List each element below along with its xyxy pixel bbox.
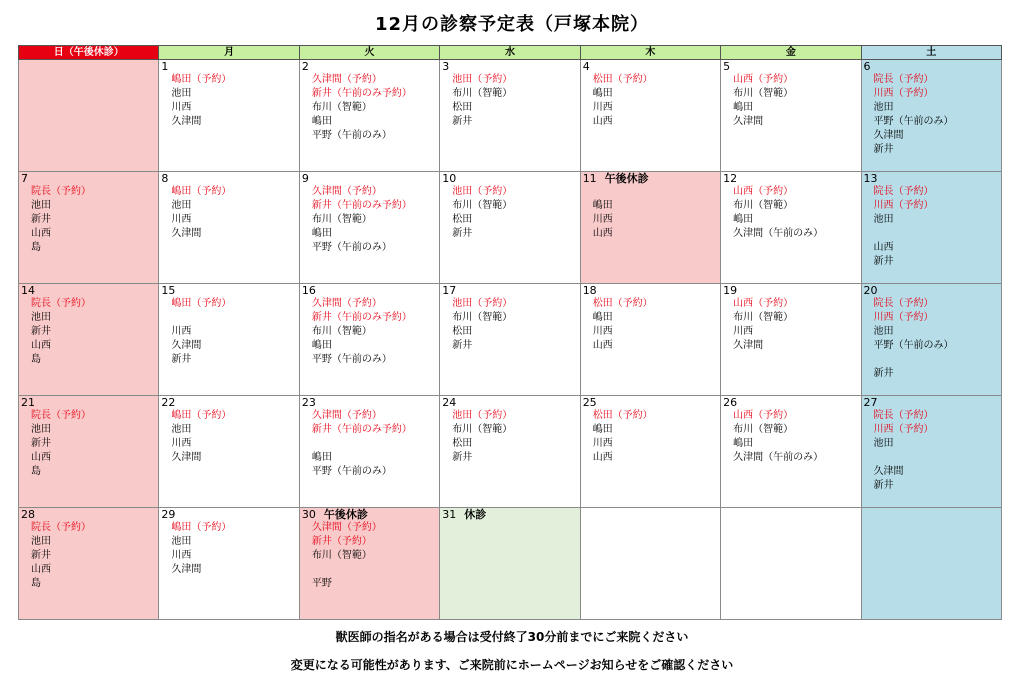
doctor-entry: 池田 xyxy=(31,536,51,547)
doctor-entry: 布川（智範） xyxy=(733,200,794,211)
doctor-entry: 新井 xyxy=(452,228,473,239)
doctor-entry: 池田 xyxy=(873,102,894,113)
doctor-entry xyxy=(159,311,298,325)
day-number: 13 xyxy=(863,172,878,185)
day-header xyxy=(721,284,860,297)
doctor-entry: 久津間 xyxy=(733,340,764,351)
doctor-entry: 久津間 xyxy=(873,130,904,141)
day-number: 8 xyxy=(161,172,169,185)
doctor-reserved-entry: 久津間（予約） xyxy=(311,410,382,421)
day-header xyxy=(159,508,298,521)
day-number: 30 xyxy=(301,508,316,521)
doctor-reserved-entry: 院長（予約） xyxy=(31,410,91,421)
day-cell xyxy=(299,60,439,172)
doctor-entry: 嶋田 xyxy=(733,438,754,449)
calendar-body xyxy=(19,60,1002,620)
doctor-entry: 新井 xyxy=(31,214,51,225)
doctor-entry: 布川（智範） xyxy=(311,214,372,225)
doctor-reserved-entry: 嶋田（予約） xyxy=(171,410,232,421)
day-number: 12 xyxy=(723,172,738,185)
doctor-reserved-entry: 嶋田（予約） xyxy=(171,298,232,309)
doctor-entry: 山西 xyxy=(31,564,51,575)
doctor-entry: 山西 xyxy=(31,228,51,239)
weekday-header-row xyxy=(19,46,1002,60)
doctor-entry: 久津間（午前のみ） xyxy=(733,452,824,463)
doctor-reserved-entry: 久津間（予約） xyxy=(311,522,382,533)
doctor-entry: 松田 xyxy=(452,214,473,225)
day-number: 27 xyxy=(863,396,878,409)
doctor-entry: 山西 xyxy=(592,340,613,351)
day-number: 3 xyxy=(442,60,450,73)
doctor-reserved-entry: 新井（予約） xyxy=(311,536,372,547)
doctor-entry: 島 xyxy=(31,466,41,477)
day-header xyxy=(159,396,298,409)
doctor-entry: 布川（智範） xyxy=(311,102,372,113)
doctor-reserved-entry: 松田（予約） xyxy=(592,298,653,309)
doctor-reserved-entry: 松田（予約） xyxy=(592,74,653,85)
day-cell xyxy=(159,60,299,172)
doctor-entry xyxy=(862,451,1001,465)
doctor-entry: 嶋田 xyxy=(311,452,332,463)
day-number: 20 xyxy=(863,284,878,297)
doctor-entry: 平野（午前のみ） xyxy=(311,130,392,141)
doctor-entry: 嶋田 xyxy=(311,228,332,239)
doctor-entry xyxy=(300,437,439,451)
doctor-entry: 池田 xyxy=(31,200,51,211)
day-header xyxy=(300,172,439,185)
day-header xyxy=(440,284,579,297)
doctor-entry: 久津間 xyxy=(171,564,202,575)
day-header xyxy=(581,60,720,73)
doctor-entry: 松田 xyxy=(452,102,473,113)
day-number: 23 xyxy=(301,396,316,409)
day-cell xyxy=(580,396,720,508)
day-header xyxy=(440,60,579,73)
day-number: 29 xyxy=(161,508,176,521)
day-cell xyxy=(159,396,299,508)
weekday-header-friday: 金 xyxy=(721,46,861,60)
day-header xyxy=(862,396,1001,409)
doctor-reserved-entry: 池田（予約） xyxy=(452,410,513,421)
doctor-entry: 池田 xyxy=(171,200,192,211)
doctor-entry: 布川（智範） xyxy=(733,424,794,435)
day-header xyxy=(19,284,158,297)
day-number: 18 xyxy=(582,284,597,297)
doctor-reserved-entry: 山西（予約） xyxy=(733,410,794,421)
day-number: 26 xyxy=(723,396,738,409)
doctor-entry: 久津間（午前のみ） xyxy=(733,228,824,239)
weekday-header-sunday: 日（午後休診） xyxy=(19,46,159,60)
doctor-reserved-entry: 院長（予約） xyxy=(873,186,934,197)
day-number: 17 xyxy=(442,284,457,297)
doctor-reserved-entry: 院長（予約） xyxy=(873,74,934,85)
doctor-entry: 松田 xyxy=(452,438,473,449)
day-header xyxy=(19,172,158,185)
day-header xyxy=(300,60,439,73)
doctor-entry: 川西 xyxy=(592,438,613,449)
day-header xyxy=(300,508,439,521)
doctor-reserved-entry: 山西（予約） xyxy=(733,186,794,197)
doctor-entry: 久津間 xyxy=(171,340,202,351)
doctor-reserved-entry: 久津間（予約） xyxy=(311,186,382,197)
doctor-entry: 新井 xyxy=(31,438,51,449)
doctor-reserved-entry: 松田（予約） xyxy=(592,410,653,421)
doctor-entry: 久津間 xyxy=(733,116,764,127)
doctor-entry: 新井 xyxy=(873,480,894,491)
day-cell xyxy=(299,396,439,508)
day-header xyxy=(862,60,1001,73)
doctor-entry: 川西 xyxy=(171,326,192,337)
doctor-reserved-entry: 久津間（予約） xyxy=(311,298,382,309)
weekday-header-thursday: 木 xyxy=(580,46,720,60)
day-header xyxy=(721,396,860,409)
day-number: 4 xyxy=(582,60,590,73)
day-cell xyxy=(299,508,439,620)
doctor-reserved-entry: 川西（予約） xyxy=(873,424,934,435)
doctor-entry: 山西 xyxy=(873,242,894,253)
calendar-week-row xyxy=(19,284,1002,396)
doctor-entry: 川西 xyxy=(171,102,192,113)
doctor-entry: 久津間 xyxy=(171,228,202,239)
doctor-reserved-entry: 院長（予約） xyxy=(873,410,934,421)
day-status-note: 午後休診 xyxy=(604,172,649,185)
day-number: 7 xyxy=(21,172,28,185)
day-cell xyxy=(580,284,720,396)
day-header xyxy=(300,284,439,297)
doctor-entry: 新井 xyxy=(171,354,192,365)
doctor-entry: 平野（午前のみ） xyxy=(311,354,392,365)
day-cell xyxy=(159,284,299,396)
doctor-entry: 嶋田 xyxy=(592,424,613,435)
day-cell xyxy=(440,396,580,508)
day-cell xyxy=(721,508,861,620)
doctor-entry: 平野（午前のみ） xyxy=(873,340,954,351)
day-number: 5 xyxy=(723,60,731,73)
doctor-reserved-entry: 新井（午前のみ予約） xyxy=(311,200,412,211)
day-cell xyxy=(159,508,299,620)
page-title: 12月の診察予定表（戸塚本院） xyxy=(374,14,650,35)
doctor-entry: 新井 xyxy=(452,340,473,351)
doctor-entry: 久津間 xyxy=(873,466,904,477)
day-cell xyxy=(721,172,861,284)
weekday-header-saturday: 土 xyxy=(861,46,1001,60)
day-cell xyxy=(19,284,159,396)
doctor-entry: 嶋田 xyxy=(733,102,754,113)
doctor-entry: 川西 xyxy=(171,550,192,561)
day-cell xyxy=(580,60,720,172)
doctor-entry: 山西 xyxy=(31,452,51,463)
doctor-reserved-entry: 池田（予約） xyxy=(452,74,513,85)
doctor-entry: 島 xyxy=(31,242,41,253)
doctor-reserved-entry: 新井（午前のみ予約） xyxy=(311,424,412,435)
day-cell xyxy=(299,284,439,396)
day-cell xyxy=(580,172,720,284)
doctor-reserved-entry: 嶋田（予約） xyxy=(171,522,232,533)
doctor-reserved-entry: 池田（予約） xyxy=(452,186,513,197)
day-number: 1 xyxy=(161,60,169,73)
day-number: 10 xyxy=(442,172,457,185)
day-header xyxy=(721,172,860,185)
doctor-entry: 嶋田 xyxy=(311,340,332,351)
day-cell xyxy=(721,396,861,508)
day-number: 19 xyxy=(723,284,738,297)
day-cell xyxy=(19,508,159,620)
doctor-reserved-entry: 嶋田（予約） xyxy=(171,74,232,85)
footer-notice-changes: 変更になる可能性があります、ご来院前にホームページお知らせをご確認ください xyxy=(290,658,734,672)
weekday-header-monday: 月 xyxy=(159,46,299,60)
day-cell xyxy=(159,172,299,284)
doctor-entry: 池田 xyxy=(31,424,51,435)
day-number: 24 xyxy=(442,396,457,409)
doctor-reserved-entry: 院長（予約） xyxy=(31,298,91,309)
calendar-week-row xyxy=(19,172,1002,284)
doctor-entry: 新井 xyxy=(452,452,473,463)
doctor-reserved-entry: 院長（予約） xyxy=(31,186,91,197)
doctor-entry: 川西 xyxy=(592,102,613,113)
day-header xyxy=(721,60,860,73)
doctor-entry: 布川（智範） xyxy=(733,312,794,323)
doctor-reserved-entry: 久津間（予約） xyxy=(311,74,382,85)
doctor-entry: 松田 xyxy=(452,326,473,337)
doctor-entry: 川西 xyxy=(592,326,613,337)
day-status-note: 休診 xyxy=(464,508,487,521)
doctor-entry: 池田 xyxy=(171,88,192,99)
day-cell xyxy=(440,172,580,284)
doctor-entry: 布川（智範） xyxy=(452,88,513,99)
day-cell xyxy=(19,172,159,284)
weekday-header-tuesday: 火 xyxy=(299,46,439,60)
day-number: 15 xyxy=(161,284,176,297)
doctor-entry: 布川（智範） xyxy=(452,312,513,323)
doctor-entry xyxy=(862,227,1001,241)
day-cell xyxy=(19,60,159,172)
day-header xyxy=(862,284,1001,297)
day-cell xyxy=(440,508,580,620)
doctor-entry: 嶋田 xyxy=(592,312,613,323)
day-number: 6 xyxy=(863,60,871,73)
day-number: 21 xyxy=(21,396,35,409)
doctor-reserved-entry: 院長（予約） xyxy=(873,298,934,309)
day-header xyxy=(19,396,158,409)
doctor-entry: 布川（智範） xyxy=(311,326,372,337)
doctor-entry: 久津間 xyxy=(171,452,202,463)
day-header xyxy=(300,396,439,409)
doctor-entry: 平野（午前のみ） xyxy=(311,242,392,253)
day-cell xyxy=(299,172,439,284)
day-header xyxy=(862,172,1001,185)
doctor-entry: 池田 xyxy=(31,312,51,323)
day-number: 31 xyxy=(442,508,457,521)
doctor-reserved-entry: 院長（予約） xyxy=(31,522,91,533)
doctor-entry: 平野（午前のみ） xyxy=(311,466,392,477)
doctor-entry: 新井 xyxy=(31,326,51,337)
day-header xyxy=(440,172,579,185)
doctor-entry: 嶋田 xyxy=(592,88,613,99)
doctor-entry: 布川（智範） xyxy=(452,424,513,435)
doctor-entry: 山西 xyxy=(31,340,51,351)
day-number: 28 xyxy=(21,508,35,521)
day-header xyxy=(159,60,298,73)
doctor-reserved-entry: 池田（予約） xyxy=(452,298,513,309)
doctor-reserved-entry: 嶋田（予約） xyxy=(171,186,232,197)
day-header xyxy=(440,508,579,521)
doctor-entry: 嶋田 xyxy=(311,116,332,127)
day-number: 22 xyxy=(161,396,176,409)
doctor-entry xyxy=(862,353,1001,367)
day-cell xyxy=(861,396,1001,508)
day-cell xyxy=(861,172,1001,284)
doctor-entry: 川西 xyxy=(592,214,613,225)
day-number: 11 xyxy=(582,172,597,185)
day-cell xyxy=(861,60,1001,172)
day-number: 25 xyxy=(582,396,597,409)
day-header xyxy=(19,508,158,521)
day-header xyxy=(440,396,579,409)
day-number: 2 xyxy=(301,60,309,73)
doctor-entry: 山西 xyxy=(592,228,613,239)
doctor-entry: 島 xyxy=(31,578,41,589)
doctor-reserved-entry: 新井（午前のみ予約） xyxy=(311,312,412,323)
doctor-entry: 池田 xyxy=(873,438,894,449)
day-number: 9 xyxy=(301,172,309,185)
doctor-entry: 嶋田 xyxy=(733,214,754,225)
doctor-entry: 嶋田 xyxy=(592,200,613,211)
day-cell xyxy=(19,396,159,508)
doctor-entry: 平野（午前のみ） xyxy=(873,116,954,127)
day-header xyxy=(581,284,720,297)
doctor-entry: 新井 xyxy=(873,368,894,379)
doctor-entry: 川西 xyxy=(733,326,754,337)
doctor-entry: 新井 xyxy=(873,256,894,267)
doctor-entry: 布川（智範） xyxy=(733,88,794,99)
doctor-reserved-entry: 山西（予約） xyxy=(733,74,794,85)
doctor-entry xyxy=(581,185,720,199)
day-cell xyxy=(440,284,580,396)
calendar-week-row xyxy=(19,60,1002,172)
weekday-header-wednesday: 水 xyxy=(440,46,580,60)
calendar-week-row xyxy=(19,396,1002,508)
doctor-entry: 池田 xyxy=(171,424,192,435)
doctor-entry: 久津間 xyxy=(171,116,202,127)
doctor-reserved-entry: 山西（予約） xyxy=(733,298,794,309)
doctor-entry: 川西 xyxy=(171,438,192,449)
doctor-entry xyxy=(300,563,439,577)
doctor-entry: 新井 xyxy=(452,116,473,127)
day-cell xyxy=(580,508,720,620)
doctor-entry: 新井 xyxy=(873,144,894,155)
doctor-entry: 池田 xyxy=(873,326,894,337)
doctor-reserved-entry: 川西（予約） xyxy=(873,88,934,99)
day-header xyxy=(581,396,720,409)
schedule-calendar xyxy=(18,45,1002,620)
doctor-entry: 川西 xyxy=(171,214,192,225)
doctor-entry: 山西 xyxy=(592,116,613,127)
day-cell xyxy=(721,284,861,396)
day-cell xyxy=(861,284,1001,396)
day-header xyxy=(159,284,298,297)
doctor-entry: 平野 xyxy=(311,578,332,589)
doctor-entry: 池田 xyxy=(873,214,894,225)
day-cell xyxy=(440,60,580,172)
doctor-reserved-entry: 川西（予約） xyxy=(873,200,934,211)
day-status-note: 午後休診 xyxy=(323,508,368,521)
day-cell xyxy=(721,60,861,172)
doctor-entry: 布川（智範） xyxy=(452,200,513,211)
doctor-entry: 山西 xyxy=(592,452,613,463)
calendar-week-row xyxy=(19,508,1002,620)
doctor-entry: 新井 xyxy=(31,550,51,561)
day-number: 14 xyxy=(21,284,35,297)
footer-notice-nomination: 獣医師の指名がある場合は受付終了30分前までにご来院ください xyxy=(335,630,689,644)
doctor-reserved-entry: 川西（予約） xyxy=(873,312,934,323)
doctor-entry: 池田 xyxy=(171,536,192,547)
day-number: 16 xyxy=(301,284,316,297)
doctor-reserved-entry: 新井（午前のみ予約） xyxy=(311,88,412,99)
doctor-entry: 布川（智範） xyxy=(311,550,372,561)
day-header xyxy=(581,172,720,185)
doctor-entry: 島 xyxy=(31,354,41,365)
day-header xyxy=(159,172,298,185)
day-cell xyxy=(861,508,1001,620)
